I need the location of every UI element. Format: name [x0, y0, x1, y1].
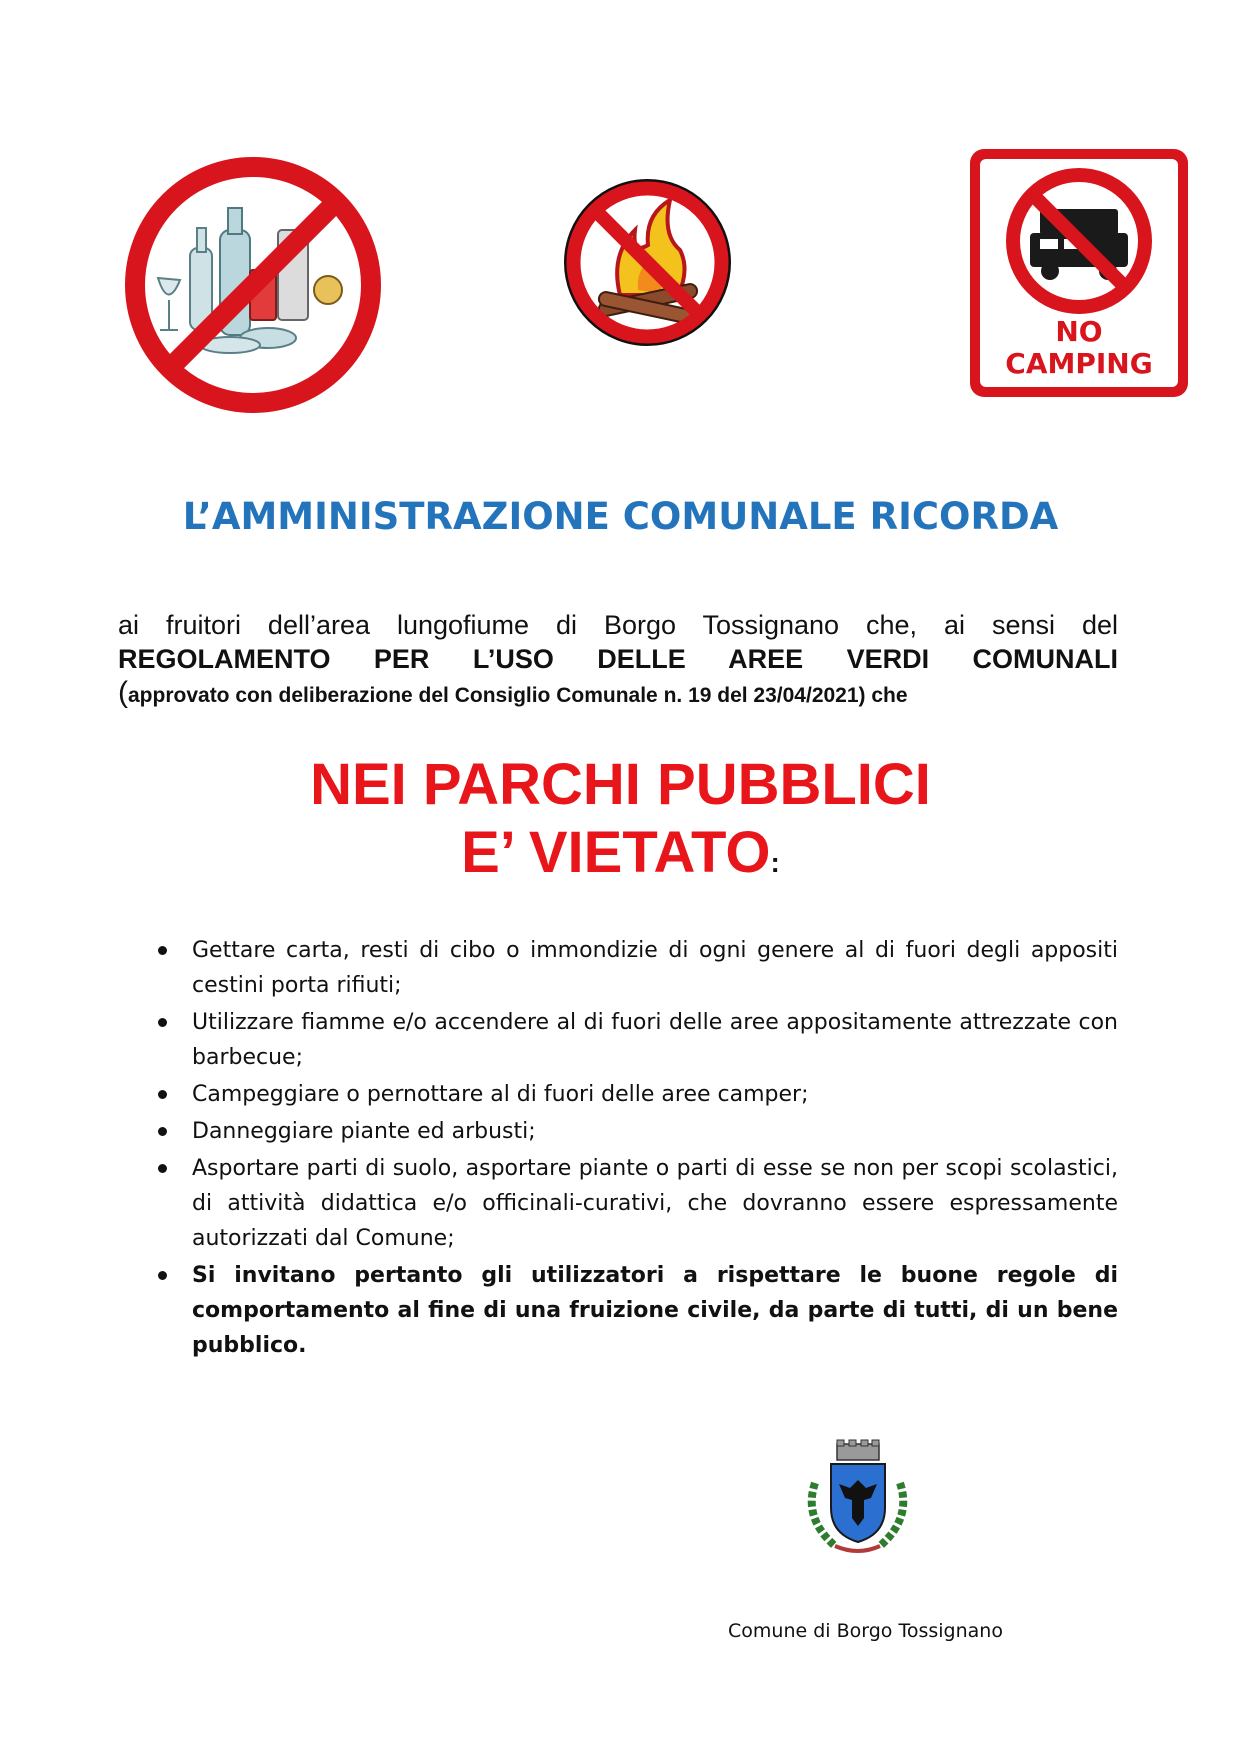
notice-heading: L’AMMINISTRAZIONE COMUNALE RICORDA: [182, 495, 1059, 538]
regulation-title: REGOLAMENTO PER L’USO DELLE AREE VERDI COMUNALI: [118, 644, 1118, 674]
footer-municipality: Comune di Borgo Tossignano: [728, 1620, 1003, 1642]
rule-text: Campeggiare o pernottare al di fuori delle aree camper;: [192, 1082, 809, 1107]
approval-reference: approvato con deliberazione del Consiglio Comunale n. 19 del 23/04/2021) che: [128, 684, 908, 707]
list-item: [158, 933, 1118, 1003]
intro-line-1: ai fruitori dell’area lungofiume di Borgo Tossignano che, ai sensi del: [118, 610, 1118, 640]
prohibition-title-line-1: NEI PARCHI PUBBLICI: [310, 752, 931, 817]
prohibition-title-line-2: [0, 820, 1241, 896]
bullet-icon: [158, 1271, 167, 1280]
prohibition-title-text: E’ VIETATO: [461, 820, 771, 885]
municipal-crest-icon: [795, 1438, 920, 1563]
rules-list: [158, 933, 1118, 1365]
sign-label-camping: CAMPING: [1005, 347, 1153, 380]
list-item: [158, 1258, 1118, 1363]
bullet-icon: [158, 1164, 167, 1173]
rule-text: Utilizzare fiamme e/o accendere al di fuori delle aree appositamente attrezzate con barbecue;: [192, 1010, 1118, 1070]
bullet-icon: [158, 1127, 167, 1136]
no-fire-sign: [560, 175, 735, 350]
intro-paragraph: [118, 608, 1118, 713]
sign-label-no: NO: [1055, 315, 1103, 348]
open-paren: (: [118, 676, 128, 709]
bullet-icon: [158, 946, 167, 955]
list-item: [158, 1114, 1118, 1149]
list-item: [158, 1077, 1118, 1112]
rule-text: Asportare parti di suolo, asportare piante o parti di esse se non per scopi scolastici, di attività didattica e/o officinali-curativi, che dovranno essere espressamente autorizzati dal Comune;: [192, 1156, 1118, 1251]
bullet-icon: [158, 1090, 167, 1099]
rule-text: Gettare carta, resti di cibo o immondizie di ogni genere al di fuori degli appositi cestini porta rifiuti;: [192, 938, 1118, 998]
rule-text: Si invitano pertanto gli utilizzatori a rispettare le buone regole di comportamento al fine di una fruizione civile, da parte di tutti, di un bene pubblico.: [192, 1263, 1118, 1358]
list-item: [158, 1151, 1118, 1256]
intro-line-3: [118, 676, 1118, 713]
no-littering-sign: [118, 150, 388, 420]
title-colon: :: [770, 847, 780, 878]
list-item: [158, 1005, 1118, 1075]
no-camping-sign: [968, 147, 1190, 399]
bullet-icon: [158, 1018, 167, 1027]
rule-text: Danneggiare piante ed arbusti;: [192, 1119, 536, 1144]
